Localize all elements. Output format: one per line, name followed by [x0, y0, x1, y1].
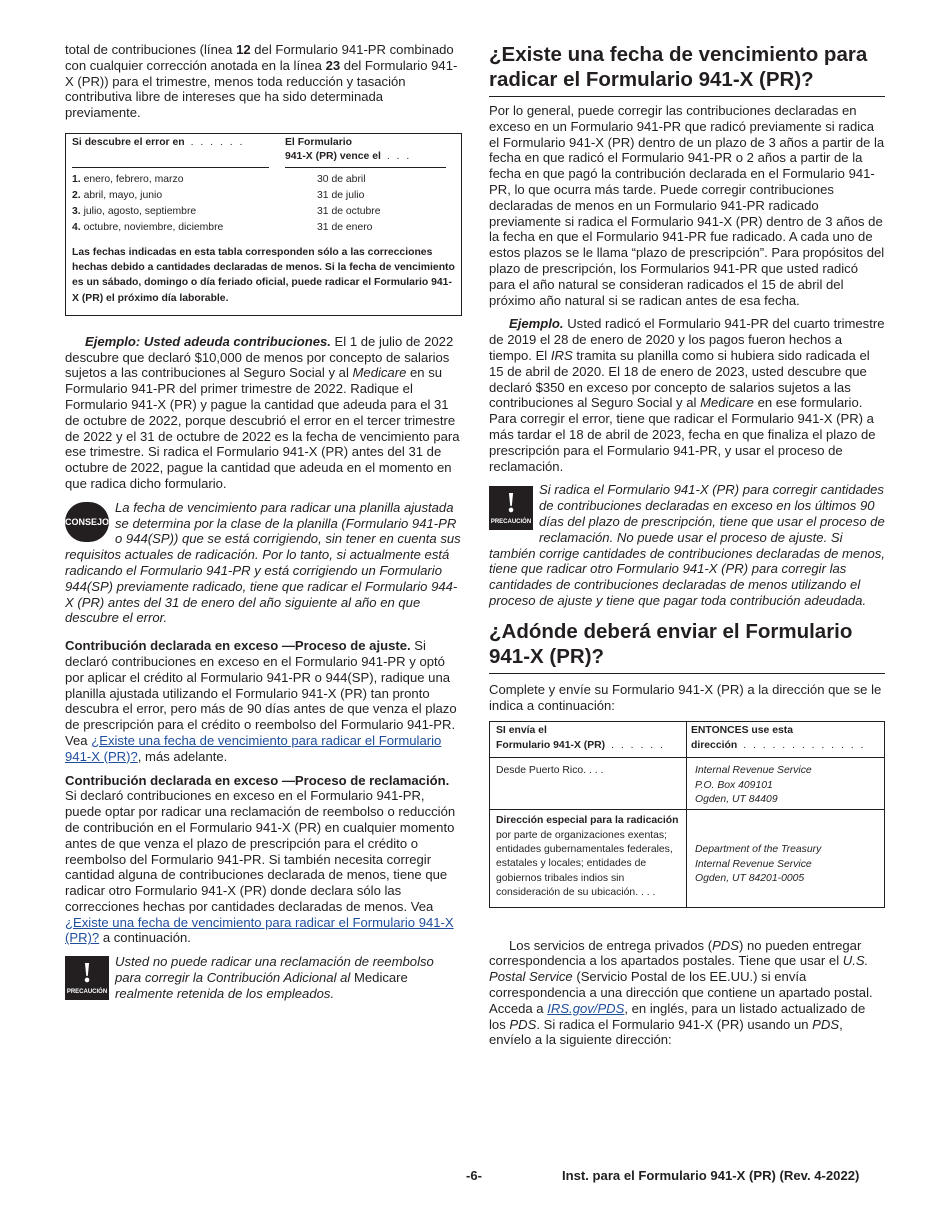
document-title-footer: Inst. para el Formulario 941-X (PR) (Rev. 4-2022): [562, 1168, 860, 1183]
precaucion-tip-1: ! PRECAUCIÓN Usted no puede radicar una reclamación de reembolso para corregir la Contribución Adicional al Medicare realmente retenida de los empleados.: [66, 954, 434, 1001]
left-column: [65, 42, 462, 1008]
consejo-tip: [65, 500, 462, 626]
warning-icon: ! PRECAUCIÓN: [65, 956, 109, 1000]
enviar-paragraph: Complete y envíe su Formulario 941-X (PR) a la dirección que se le indica a continuación:: [489, 681, 882, 713]
ajuste-paragraph: Contribución declarada en exceso —Proceso de ajuste. Si declaró contribuciones en exceso en el Formulario 941-PR y optó por aplicar el crédito al Formulario 941-PR o 944(SP), radique una planilla ajustada utilizando el Formulario 941-X (PR) tan pronto descubra el error, pero más de 90 días antes de que venza el plazo de prescripción para el crédito o reembolso del Formulario 941-PR. Vea ¿Existe una fecha de vencimiento para radicar el Formulario 941-X (PR)?, más adelante.: [65, 638, 457, 764]
fecha-vencimiento-link[interactable]: ¿Existe una fecha de vencimiento para radicar el Formulario 941-X (PR)?: [65, 732, 442, 764]
page-number: -6-: [466, 1168, 483, 1183]
consejo-text: La fecha de vencimiento para radicar una planilla ajustada se determina por la clase de la planilla (Formulario 941-PR o 944(SP)) que se está corrigiendo, sin tener en cuenta sus requisitos actuales de radicación. Por lo tanto, si actualmente está radicando el Formulario 941-PR y está corrigiendo un Formulario 944(SP) previamente radicado, tiene que radicar el Formulario 944-X (PR) antes del 31 de enero del año siguiente al año en que descubre el error.: [65, 499, 461, 626]
table-row: 2. abril, mayo, junio 31 de julio: [72, 189, 365, 201]
table-header: Si descubre el error en . . . . . . El Formulario 941-X (PR) vence el . . .: [72, 134, 455, 168]
address-line: P.O. Box 409101: [695, 779, 773, 791]
ejemplo-adeuda-paragraph: Ejemplo: Usted adeuda contribuciones. El 1 de julio de 2022 descubre que declaró $10,000 de menos por concepto de salarios sujetos a las contribuciones al Seguro Social y al Medicare en su Formulario 941-PR del primer trimestre de 2022. Radique el Formulario 941-X (PR) y pague la cantidad que adeuda para el 31 de octubre de 2022, porque descubrió el error en el tercer trimestre de 2022 y el 31 de octubre de 2022 es la fecha de vencimiento para ese trimestre. Si radica el Formulario 941-X (PR) antes del 31 de octubre de 2022, pague la cantidad que adeuda en el momento en que radica dicho formulario.: [65, 333, 460, 491]
table-header-error: Si descubre el error en: [72, 136, 185, 148]
table-row: 4. octubre, noviembre, diciembre 31 de enero: [72, 221, 373, 233]
precaucion-text: Si radica el Formulario 941-X (PR) para corregir cantidades de contribuciones declaradas en exceso en los últimos 90 días del plazo de prescripción, tiene que usar el proceso de reclamación. No puede usar el proceso de ajuste. Si también corrige cantidades de contribuciones declaradas de menos, tiene que radicar otro Formulario 941-X (PR) para corregir las cantidades de contribuciones declaradas de menos utilizando el proceso de ajuste y tiene que pagar toda contribución adeudada.: [489, 482, 885, 608]
plazo-paragraph: Por lo general, puede corregir las contribuciones declaradas en exceso en un Formulario 941-PR que radicó previamente si radica el Formulario 941-X (PR) dentro de un plazo de 3 años a partir de la fecha en que radicó el Formulario 941-PR o 2 años a partir de la fecha en que pagó la contribución declarada en el Formulario 941-PR, lo que ocurra más tarde. Puede corregir contribuciones declaradas de menos en un Formulario 941-PR radicado previamente si radica el Formulario 941-X (PR) dentro de 3 años de la fecha en que el Formulario 941-PR fue radicado. A cada uno de estos plazos se le llama “plazo de prescripción”. Para propósitos del plazo de prescripción, los Formularios 941-PR que usted radicó para el año natural se consideran radicados el 15 de abril del próximo año natural si se radican antes de esa fecha.: [489, 103, 885, 308]
address-line: Internal Revenue Service: [695, 765, 812, 777]
pds-paragraph: Los servicios de entrega privados (PDS) no pueden entregar correspondencia a los apartados postales. Tiene que usar el U.S. Postal Service (Servicio Postal de los EE.UU.) si envía correspondencia a una dirección que contiene un apartado postal. Acceda a IRS.gov/PDS, en inglés, para un listado actualizado de los PDS. Si radica el Formulario 941-X (PR) usando un PDS, envíelo a la siguiente dirección:: [489, 937, 873, 1048]
address-line: Ogden, UT 84409: [695, 793, 778, 805]
right-column: [489, 42, 885, 1048]
table-note: Las fechas indicadas en esta tabla corresponden sólo a las correcciones hechas debido a cantidades declaradas de menos. Si la fecha de vencimiento es un sábado, domingo o día feriado oficial, puede radicar el Formulario 941-X (PR) el próximo día laborable.: [72, 246, 455, 304]
due-date-table: [65, 133, 462, 316]
address-row-pr: Desde Puerto Rico. . . . Internal Revenue Service P.O. Box 409101 Ogden, UT 84409: [490, 758, 884, 810]
precaucion-tip-2: [489, 482, 885, 608]
irs-pds-link[interactable]: IRS.gov/PDS: [547, 1000, 625, 1016]
heading-adonde-enviar: ¿Adónde deberá enviar el Formulario 941-X (PR)?: [489, 619, 885, 674]
warning-icon: ! PRECAUCIÓN: [489, 486, 533, 530]
table-row: 3. julio, agosto, septiembre 31 de octubre: [72, 205, 381, 217]
table-row: 1. enero, febrero, marzo 30 de abril: [72, 173, 366, 185]
address-row-special: Dirección especial para la radicación por parte de organizaciones exentas; entidades gubernamentales federales, estatales y locales; entidades de gobiernos tribales indios sin consideración de su ubicación. . . . Department of the Treasury Internal Revenue Service Ogden, UT 84201-0005: [490, 810, 884, 906]
heading-fecha-vencimiento: ¿Existe una fecha de vencimiento para radicar el Formulario 941-X (PR)?: [489, 42, 885, 97]
address-line: Department of the Treasury: [695, 844, 822, 856]
ejemplo-paragraph: Ejemplo. Usted radicó el Formulario 941-PR del cuarto trimestre de 2019 el 28 de enero de 2020 y los pagos fueron hechos a tiempo. El IRS tramita su planilla como si hubiera sido radicada el 15 de abril de 2020. El 18 de enero de 2023, usted descubre que declaró $350 en exceso por concepto de salarios sujetos a las contribuciones al Seguro Social y al Medicare en ese formulario. Para corregir el error, tiene que radicar el Formulario 941-X (PR) a más tardar el 18 de abril de 2023, fecha en que finaliza el plazo de prescripción para el Formulario 941-PR, y usar el proceso de reclamación.: [489, 316, 885, 474]
address-line: Ogden, UT 84201-0005: [695, 872, 805, 884]
address-table: [489, 721, 885, 907]
table-header-due: El Formulario 941-X (PR) vence el . . .: [285, 134, 446, 168]
intro-paragraph: total de contribuciones (línea 12 del Formulario 941-PR combinado con cualquier corrección anotada en la línea 23 del Formulario 941-X (PR)) para el trimestre, menos toda reducción y tasación contributiva libre de intereses que ha sido determinada previamente.: [65, 42, 458, 121]
address-table-header: SI envía el Formulario 941-X (PR) . . . . . . ENTONCES use esta dirección . . . . . . . . . . . . .: [490, 722, 884, 758]
reclamacion-paragraph: Contribución declarada en exceso —Proceso de reclamación. Si declaró contribuciones en exceso en el Formulario 941-PR, puede optar por radicar una reclamación de reembolso o reducción de contribución en el Formulario 941-X (PR) en cualquier momento antes de que venza el plazo de prescripción para el crédito o reembolso del Formulario 941-PR. Si también necesita corregir cantidad alguna de contribuciones declarada de menos, tiene que radicar otro Formulario 941-X (PR) donde declara sólo las correcciones hechas por cantidades declaradas de menos. Vea ¿Existe una fecha de vencimiento para radicar el Formulario 941-X (PR)? a continuación.: [65, 772, 456, 946]
fecha-vencimiento-link-2[interactable]: ¿Existe una fecha de vencimiento para radicar el Formulario 941-X (PR)?: [65, 914, 454, 946]
address-line: Internal Revenue Service: [695, 858, 812, 870]
consejo-icon: CONSEJO: [65, 502, 109, 542]
